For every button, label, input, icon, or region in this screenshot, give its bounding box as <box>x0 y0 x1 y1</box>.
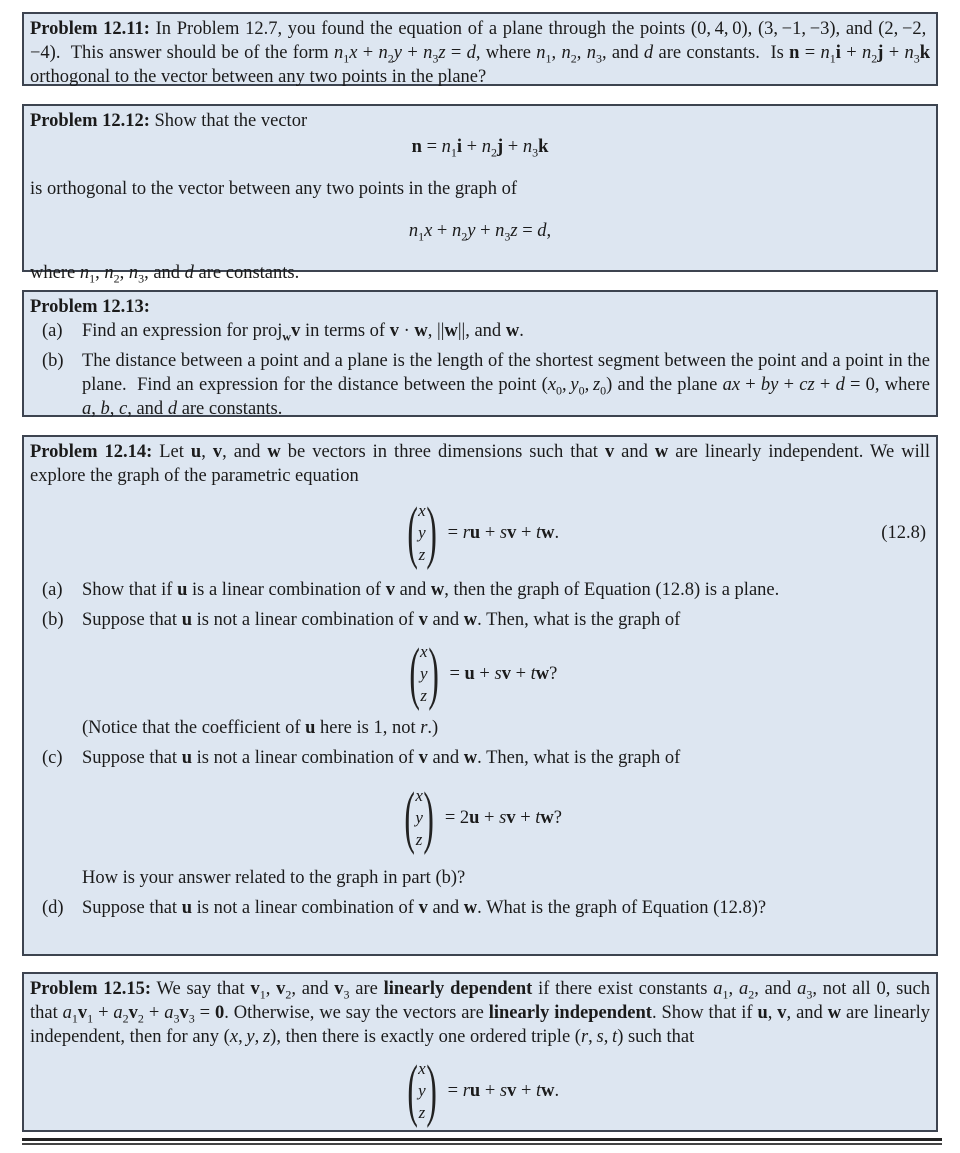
problem-12-14-intro: Problem 12.14: Let u, v, and w be vectors in three dimensions such that v and w are linearly independent. We will explore the graph of the parametric equation <box>30 442 931 486</box>
equation-part-b <box>30 632 930 716</box>
vec-z: z <box>418 545 426 564</box>
part-label: (b) <box>42 610 64 630</box>
vec-y: y <box>418 1081 426 1100</box>
problem-label: Problem 12.12: <box>30 111 150 131</box>
problem-12-14 <box>22 435 938 956</box>
intro-text: Show that the vector <box>154 111 308 131</box>
problem-label: Problem 12.15: <box>30 979 152 999</box>
double-rule-bottom <box>22 1143 942 1145</box>
problem-12-12 <box>22 104 938 286</box>
vec-x: x <box>418 501 426 520</box>
problem-label: Problem 12.13: <box>30 297 150 317</box>
equation-rhs: = ru + sv + tw. <box>443 523 560 543</box>
part-label: (a) <box>42 321 63 341</box>
equation-rhs: = ru + sv + tw. <box>443 1081 560 1101</box>
vec-z: z <box>418 1103 426 1122</box>
part-a: (a) Find an expression for proj$_w$v in terms of v · w, ||w||, and w. <box>42 321 524 344</box>
part-c: (c) Suppose that u is not a linear combination of v and w. Then, what is the graph of ( x y z ) = 2u + sv + tw? How is your answer related to the graph in part (b)? <box>30 746 930 890</box>
column-vector: ( x y z ) <box>409 635 439 712</box>
problem-label: Problem 12.11: <box>30 19 150 39</box>
column-vector: ( x y z ) <box>404 779 434 856</box>
problem-12-13 <box>22 290 938 417</box>
problem-12-12-intro <box>30 109 930 133</box>
part-d: (d) Suppose that u is not a linear combination of v and w. What is the graph of Equation (12.8)? <box>42 898 767 918</box>
part-a: (a) Show that if u is a linear combination of v and w, then the graph of Equation (12.8) is a plane. <box>42 580 780 600</box>
part-b: (b) The distance between a point and a plane is the length of the shortest segment between the point and a point in the plane. Find an expression for the distance between the point ($x_0$, $y_0$, $z_0$) and the plane ax + by + cz + d = 0, where a, b, c, and d are constants. <box>42 351 930 419</box>
vec-x: x <box>418 1059 426 1078</box>
part-label: (c) <box>42 748 63 768</box>
part-label: (d) <box>42 898 64 918</box>
vec-y: y <box>418 523 426 542</box>
part-label: (b) <box>42 351 64 371</box>
problem-label: Problem 12.14: <box>30 442 153 462</box>
equation-plane: $n_1x + n_2y + n_3z = d$, <box>408 221 552 244</box>
equation-rhs: = u + sv + tw? <box>444 664 558 684</box>
column-vector: ( x y z ) <box>407 1052 437 1129</box>
equation-part-c <box>30 770 930 866</box>
part-c-note: How is your answer related to the graph in part (b)? <box>82 868 466 888</box>
equation-12-15 <box>30 1051 930 1131</box>
problem-12-15 <box>22 972 938 1132</box>
part-b: (b) Suppose that u is not a linear combination of v and w. Then, what is the graph of ( x y z ) = u + sv + tw? (Notice that the coefficient of u here is 1, not r.) <box>30 608 930 740</box>
equation-normal-vector: $n = n_1i + n_2j + n_3k$ <box>411 137 549 160</box>
problem-12-12-middle: is orthogonal to the vector between any two points in the graph of <box>30 179 518 199</box>
equation-number: (12.8) <box>881 523 926 543</box>
equation-rhs: = 2u + sv + tw? <box>440 808 562 828</box>
equation-12-8 <box>30 492 930 574</box>
part-b-note: (Notice that the coefficient of u here is 1, not r.) <box>82 718 439 738</box>
part-label: (a) <box>42 580 63 600</box>
problem-12-15-text: Problem 12.15: We say that $v_1$, $v_2$, and $v_3$ are linearly dependent if there exist constants $a_1$, $a_2$, and $a_3$, not all 0, such that $a_1v_1 + a_2v_2 + a_3v_3 = 0$. Otherwise, we say the vectors are linearly independent. Show that if u, v, and w are linearly independent, then for any (x, y, z), then there is exactly one ordered triple (r, s, t) such that <box>30 979 931 1047</box>
double-rule-top <box>22 1138 942 1141</box>
problem-12-12-closing: where $n_1$, $n_2$, $n_3$, and d are constants. <box>30 263 300 286</box>
column-vector: ( x y z ) <box>407 494 437 571</box>
problem-12-11-text: Problem 12.11: In Problem 12.7, you found the equation of a plane through the points (0, 4, 0), (3, −1, −3), and (2, −2, −4). This answer should be of the form $n_1x + n_2y + n_3z = d$, where $n_1$, $n_2$, $n_3$, and d are constants. Is $n = n_1i + n_2j + n_3k$ orthogonal to the vector between any two points in the plane? <box>30 19 931 87</box>
problem-12-11 <box>22 12 938 86</box>
